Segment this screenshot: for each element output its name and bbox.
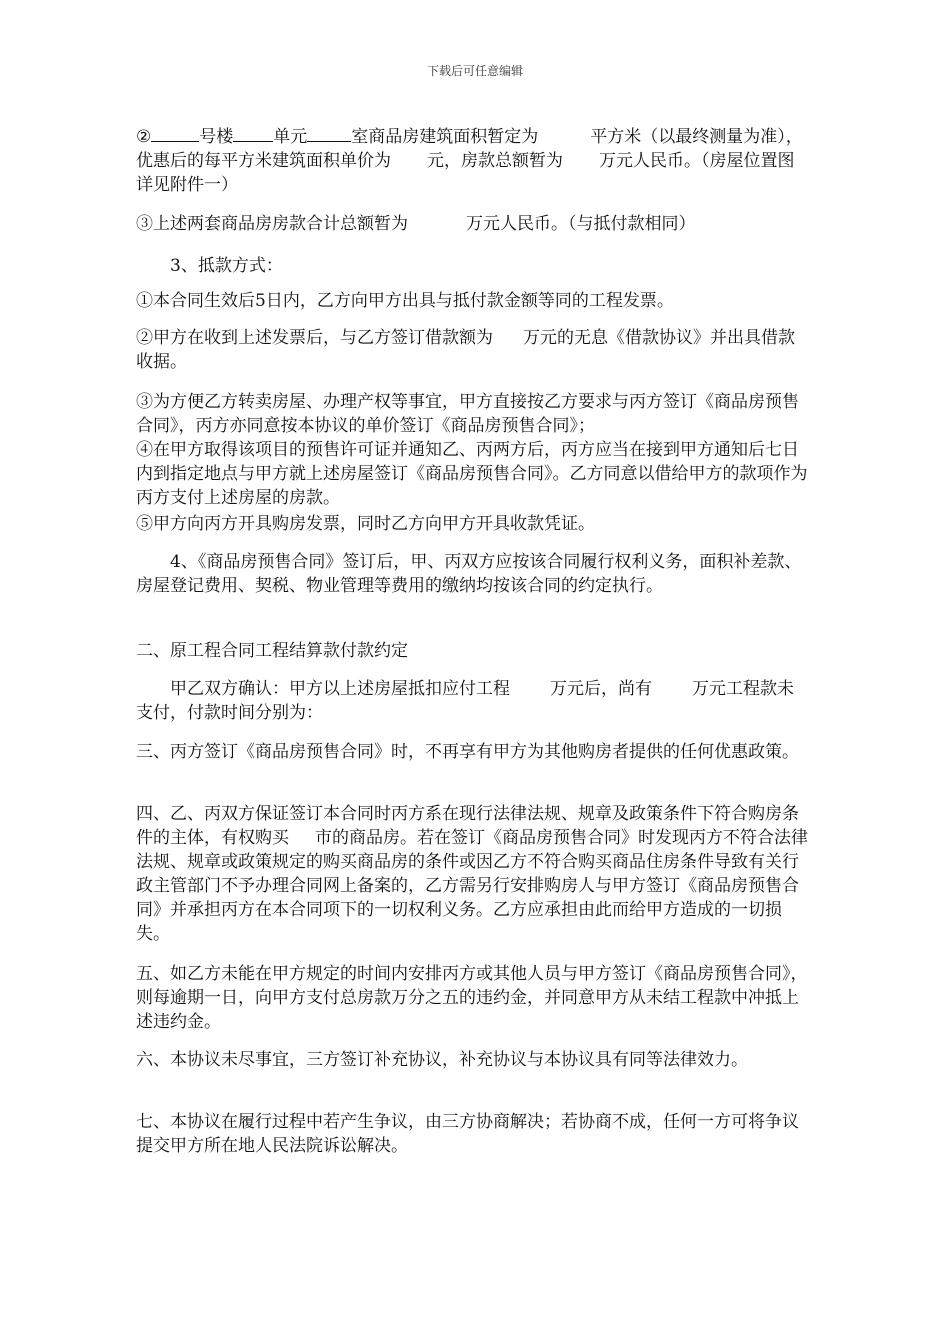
blank-building bbox=[151, 140, 199, 142]
page-header: 下载后可任意编辑 bbox=[426, 64, 523, 78]
clause-three: 三、丙方签订《商品房预售合同》时，不再享有甲方为其他购房者提供的任何优惠政策。 bbox=[136, 742, 799, 762]
paragraph-payment-2: ②甲方在收到上述发票后，与乙方签订借款额为 万元的无息《借款协议》并出具借款收据。 bbox=[136, 328, 795, 372]
blank-room bbox=[307, 140, 351, 142]
paragraph-total-price: ③上述两套商品房房款合计总额暂为 万元人民币。（与抵付款相同） bbox=[136, 214, 696, 234]
paragraph-settlement-confirm: 甲乙双方确认：甲方以上述房屋抵扣应付工程 万元后，尚有 万元工程款未支付，付款时间分别为： bbox=[136, 679, 794, 723]
section-payment-method: 3、抵款方式： bbox=[170, 256, 283, 276]
clause-four: 四、乙、丙双方保证签订本合同时丙方系在现行法律法规、规章及政策条件下符合购房条件的主体，有权购买 市的商品房。若在签订《商品房预售合同》时发现丙方不符合法律法规、规章或政策规定的购买商品房的条件或因乙方不符合购买商品住房条件导致有关行政主管部门不予办理合同网上备案的，乙方需另行安排购房人与甲方签订《商品房预售合同》并承担丙方在本合同项下的一切权利义务。乙方应承担由此而给甲方造成的一切损失。 bbox=[136, 804, 808, 944]
clause-five: 五、如乙方未能在甲方规定的时间内安排丙方或其他人员与甲方签订《商品房预售合同》，则每逾期一日，向甲方支付总房款万分之五的违约金，并同意甲方从未结工程款中冲抵上述违约金。 bbox=[136, 964, 808, 1032]
clause-seven: 七、本协议在履行过程中若产生争议，由三方协商解决；若协商不成，任何一方可将争议提交甲方所在地人民法院诉讼解决。 bbox=[136, 1112, 799, 1156]
paragraph-house-2: ② 号楼 单元 室商品房建筑面积暂定为 平方米（以最终测量为准），优惠后的每平方米建筑面积单价为 元，房款总额暂为 万元人民币。（房屋位置图详见附件一） bbox=[136, 127, 803, 195]
paragraph-payment-1: ①本合同生效后5日内，乙方向甲方出具与抵付款金额等同的工程发票。 bbox=[136, 291, 674, 311]
blank-unit bbox=[233, 140, 273, 142]
paragraph-payment-4: ④在甲方取得该项目的预售许可证并通知乙、丙两方后，丙方应当在接到甲方通知后七日内到指定地点与甲方就上述房屋签订《商品房预售合同》。乙方同意以借给甲方的款项作为丙方支付上述房屋的房款。 bbox=[136, 440, 808, 508]
section-settlement: 二、原工程合同工程结算款付款约定 bbox=[136, 641, 408, 661]
paragraph-payment-5: ⑤甲方向丙方开具购房发票，同时乙方向甲方开具收款凭证。 bbox=[136, 514, 595, 534]
paragraph-contract-4: 4、《商品房预售合同》签订后，甲、丙双方应按该合同履行权利义务，面积补差款、房屋登记费用、契税、物业管理等费用的缴纳均按该合同的约定执行。 bbox=[136, 552, 802, 596]
clause-six: 六、本协议未尽事宜，三方签订补充协议，补充协议与本协议具有同等法律效力。 bbox=[136, 1050, 748, 1070]
paragraph-payment-3: ③为方便乙方转卖房屋、办理产权等事宜，甲方直接按乙方要求与丙方签订《商品房预售合同》，丙方亦同意按本协议的单价签订《商品房预售合同》； bbox=[136, 392, 799, 436]
